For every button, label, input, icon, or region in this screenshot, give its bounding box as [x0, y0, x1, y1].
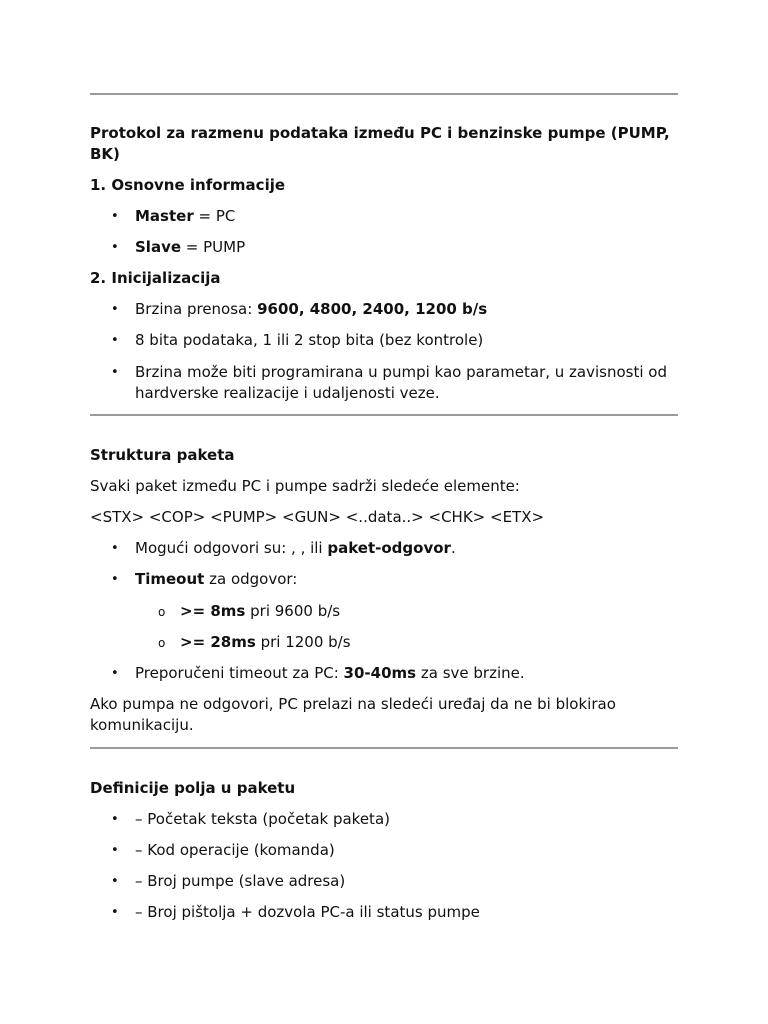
bullet-icon: • — [111, 333, 119, 348]
bullet-icon: • — [111, 905, 119, 920]
speed-value: 9600, 4800, 2400, 1200 b/s — [257, 300, 488, 318]
list-item — [111, 840, 678, 861]
timeout-label: Timeout — [135, 570, 205, 588]
timeout-1200-value: >= 28ms — [180, 633, 256, 651]
sub-bullet-icon: o — [158, 636, 166, 650]
packet-intro: Svaki paket između PC i pumpe sadrži sledeće elemente: — [90, 477, 520, 495]
list-item-speed-note — [111, 362, 678, 404]
field-definition-text: – Početak teksta (početak paketa) — [135, 810, 390, 828]
list-item-recommended-timeout — [111, 663, 678, 684]
speed-note-text: Brzina može biti programirana u pumpi kao parametar, u zavisnosti od hardverske realizacije i udaljenosti veze. — [135, 363, 667, 402]
timeout-rest: za odgovor: — [204, 570, 298, 588]
list-item-slave — [111, 237, 678, 258]
sub-bullet-icon: o — [158, 605, 166, 619]
slave-label: Slave — [135, 238, 182, 256]
timeout-9600-rest: pri 9600 b/s — [245, 602, 341, 620]
list-item-bits — [111, 330, 678, 351]
closing-paragraph: Ako pumpa ne odgovori, PC prelazi na sledeći uređaj da ne bi blokirao komunikaciju. — [90, 695, 616, 734]
list-item-speed — [111, 299, 678, 320]
section-heading-initialization: 2. Inicijalizacija — [90, 269, 221, 287]
slave-value: = PUMP — [181, 238, 246, 256]
section-heading-packet-structure: Struktura paketa — [90, 446, 235, 464]
responses-suffix: . — [450, 539, 456, 557]
responses-prefix: Mogući odgovori su: , , ili — [135, 539, 328, 557]
bits-text: 8 bita podataka, 1 ili 2 stop bita (bez kontrole) — [135, 331, 484, 349]
bullet-icon: • — [111, 874, 119, 889]
master-value: = PC — [193, 207, 236, 225]
sub-item-timeout-1200 — [158, 632, 678, 653]
list-item — [111, 871, 678, 892]
field-definition-text: – Broj pištolja + dozvola PC-a ili status pumpe — [135, 903, 480, 921]
timeout-9600-value: >= 8ms — [180, 602, 246, 620]
bullet-icon: • — [111, 541, 119, 556]
bullet-icon: • — [111, 666, 119, 681]
recommended-prefix: Preporučeni timeout za PC: — [135, 664, 344, 682]
responses-bold: paket-odgovor — [327, 539, 451, 557]
packet-format: <STX> <COP> <PUMP> <GUN> <..data..> <CHK> <ETX> — [90, 508, 545, 526]
timeout-1200-rest: pri 1200 b/s — [255, 633, 351, 651]
section-heading-field-definitions: Definicije polja u paketu — [90, 779, 296, 797]
master-label: Master — [135, 207, 194, 225]
field-definition-text: – Broj pumpe (slave adresa) — [135, 872, 346, 890]
list-item — [111, 902, 678, 923]
list-item — [111, 809, 678, 830]
list-item-responses — [111, 538, 678, 559]
bullet-icon: • — [111, 572, 119, 587]
bullet-icon: • — [111, 209, 119, 224]
speed-prefix: Brzina prenosa: — [135, 300, 258, 318]
bullet-icon: • — [111, 843, 119, 858]
list-item-master — [111, 206, 678, 227]
horizontal-rule — [90, 747, 678, 749]
document-title: Protokol za razmenu podataka između PC i benzinske pumpe (PUMP, BK) — [90, 124, 670, 163]
recommended-suffix: za sve brzine. — [416, 664, 525, 682]
bullet-icon: • — [111, 365, 119, 380]
bullet-icon: • — [111, 812, 119, 827]
bullet-icon: • — [111, 302, 119, 317]
horizontal-rule — [90, 93, 678, 95]
field-definition-text: – Kod operacije (komanda) — [135, 841, 335, 859]
section-heading-basic-info: 1. Osnovne informacije — [90, 176, 286, 194]
bullet-icon: • — [111, 240, 119, 255]
sub-item-timeout-9600 — [158, 601, 678, 622]
recommended-value: 30-40ms — [343, 664, 417, 682]
horizontal-rule — [90, 414, 678, 416]
list-item-timeout — [111, 569, 678, 590]
